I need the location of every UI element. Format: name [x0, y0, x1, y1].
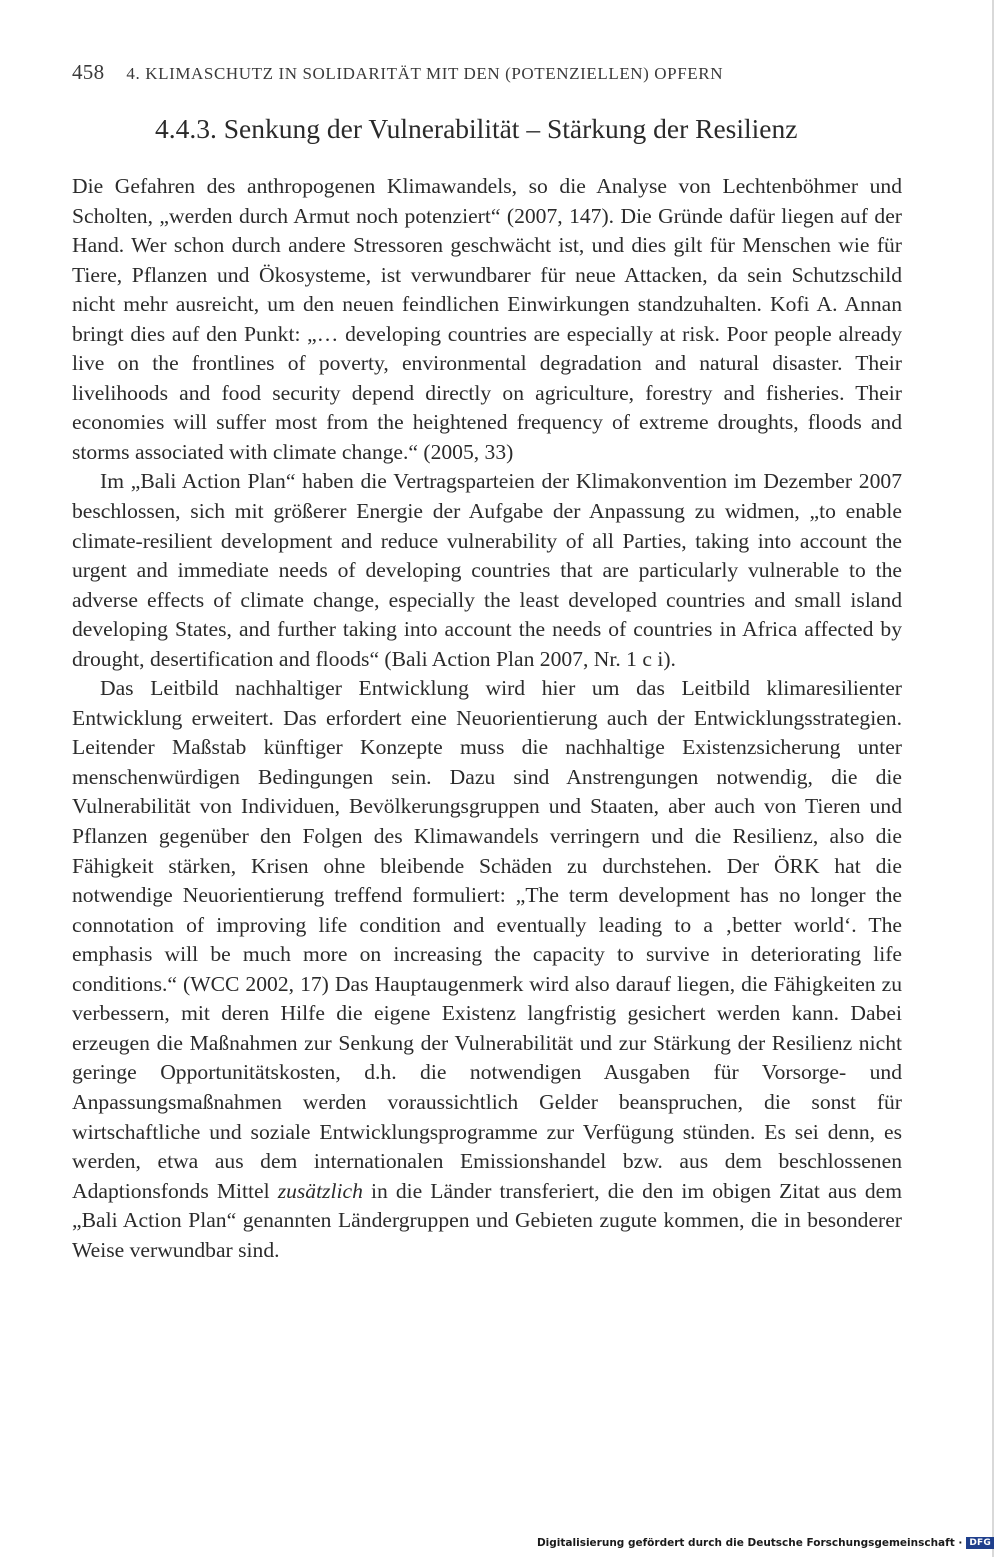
dfg-logo: DFG — [966, 1537, 994, 1549]
body-text — [72, 172, 902, 1265]
page-number: 458 — [72, 60, 105, 84]
running-header — [72, 60, 832, 85]
page-edge — [992, 0, 994, 1557]
digitization-footer — [537, 1537, 994, 1549]
paragraph-3 — [72, 674, 902, 1265]
chapter-title: 4. KLIMASCHUTZ IN SOLIDARITÄT MIT DEN (POTENZIELLEN) OPFERN — [126, 64, 724, 83]
paragraph-3-text-a: Das Leitbild nachhaltiger Entwicklung wird hier um das Leitbild klimaresilienter Entwicklung erweitert. Das erfordert eine Neuorientierung auch der Entwicklungsstrategien. Leitender Maßstab künftiger Konzepte muss die nachhaltige Existenzsicherung unter menschenwürdigen Bedingungen sein. Dazu sind Anstrengungen notwendig, die die Vulnerabilität von Individuen, Bevölkerungsgruppen und Staaten, aber auch von Tieren und Pflanzen gegenüber den Folgen des Klimawandels verringern und die Resilienz, also die Fähigkeit stärken, Krisen ohne bleibende Schäden zu durchstehen. Der ÖRK hat die notwendige Neuorientierung treffend formuliert: „The term development has no longer the connotation of improving life condition and eventually leading to a ‚better world‘. The emphasis will be much more on increasing the capacity to survive in deteriorating life conditions.“ (WCC 2002, 17) Das Hauptaugenmerk wird also darauf liegen, die Fähigkeiten zu verbessern, mit deren Hilfe die eigene Existenz langfristig gesichert werden kann. Dabei erzeugen die Maßnahmen zur Senkung der Vulnerabilität und zur Stärkung der Resilienz nicht geringe Opportunitätskosten, d.h. die notwendigen Ausgaben für Vorsorge- und Anpassungsmaßnahmen werden voraussichtlich Gelder beanspruchen, die sonst für wirtschaftliche und soziale Entwicklungsprogramme zur Verfügung stünden. Es sei denn, es werden, etwa aus dem internationalen Emissionshandel bzw. aus dem beschlossenen Adaptionsfonds Mittel — [72, 676, 902, 1203]
section-heading: 4.4.3. Senkung der Vulnerabilität – Stärkung der Resilienz — [155, 113, 798, 144]
paragraph-3-text-b: in die Länder transferiert, die den im obigen Zitat aus dem „Bali Action Plan“ genannten Ländergruppen und Gebieten zugute kommen, die in besonderer Weise verwundbar sind. — [72, 1178, 903, 1262]
paragraph-2: Im „Bali Action Plan“ haben die Vertragsparteien der Klimakonvention im Dezember 2007 beschlossen, sich mit größerer Energie der Aufgabe der Anpassung zu widmen, „to enable climate-resilient development and reduce vulnerability of all Parties, taking into account the urgent and immediate needs of developing countries that are particularly vulnerable to the adverse effects of climate change, especially the least developed countries and small island developing States, and further taking into account the needs of countries in Africa affected by drought, desertification and floods“ (Bali Action Plan 2007, Nr. 1 c i). — [72, 469, 902, 671]
footer-text: Digitalisierung gefördert durch die Deutsche Forschungsgemeinschaft · — [536, 1537, 963, 1549]
emphasis-zusaetzlich: zusätzlich — [277, 1178, 363, 1203]
paragraph-1: Die Gefahren des anthropogenen Klimawandels, so die Analyse von Lechtenböhmer und Scholten, „werden durch Armut noch potenziert“ (2007, 147). Die Gründe dafür liegen auf der Hand. Wer schon durch andere Stressoren geschwächt ist, und dies gilt für Menschen wie für Tiere, Pflanzen und Ökosysteme, ist verwundbarer für neue Attacken, da sein Schutzschild nicht mehr ausreicht, um den neuen feindlichen Einwirkungen standzuhalten. Kofi A. Annan bringt dies auf den Punkt: „… developing countries are especially at risk. Poor people already live on the frontlines of poverty, environmental degradation and natural disaster. Their livelihoods and food security depend directly on agriculture, forestry and fisheries. Their economies will suffer most from the heightened frequency of extreme droughts, floods and storms associated with climate change.“ (2005, 33) — [72, 174, 902, 464]
